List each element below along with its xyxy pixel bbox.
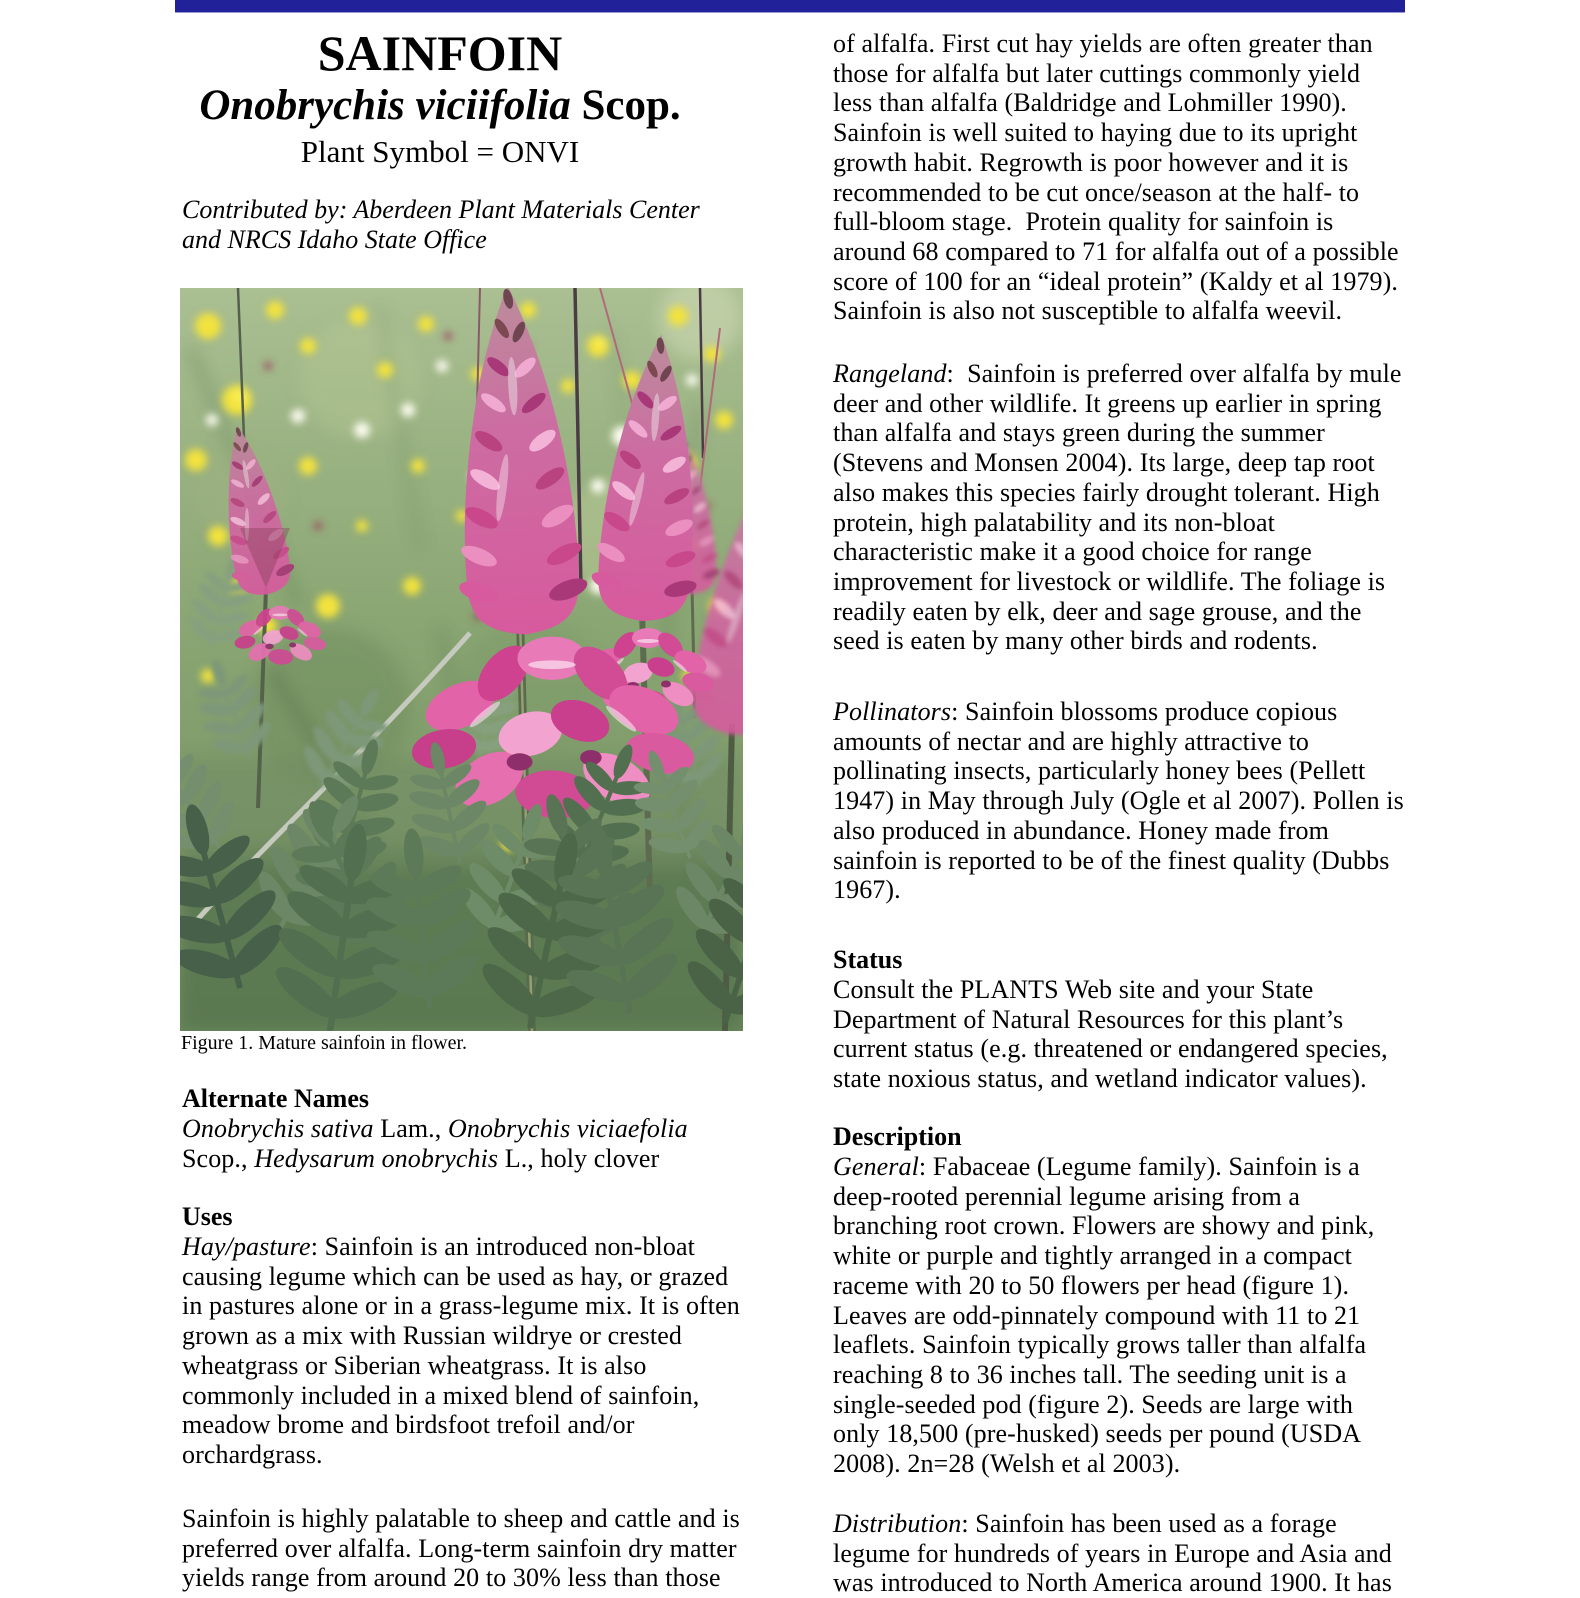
- pollinators-lead: Pollinators: [833, 697, 952, 726]
- rangeland-lead: Rangeland: [833, 359, 947, 388]
- alt-name-3-authority: L., holy clover: [498, 1143, 660, 1173]
- figure1-photo: [180, 288, 743, 1031]
- alt-name-3: Hedysarum onobrychis: [254, 1143, 499, 1173]
- description-general-paragraph: [833, 1152, 1405, 1479]
- uses-heading: Uses: [182, 1202, 233, 1231]
- status-paragraph: Consult the PLANTS Web site and your State Department of Natural Resources for this plant’s current status (e.g. threatened or endangered species, state noxious status, and wetland indicator values).: [833, 975, 1388, 1094]
- rangeland-body: : Sainfoin is preferred over alfalfa by mule deer and other wildlife. It greens up earlier in spring than alfalfa and stays green during the summer (Stevens and Monsen 2004). Its large, deep tap root also makes this species fairly drought tolerant. High protein, high palatability and its non-bloat characteristic make it a good choice for range improvement for livestock or wildlife. The foliage is readily eaten by elk, deer and sage grouse, and the seed is eaten by many other birds and rodents.: [833, 359, 1402, 656]
- distribution-lead: Distribution: [833, 1509, 962, 1538]
- alt-name-1: Onobrychis sativa: [182, 1114, 374, 1143]
- general-body: : Fabaceae (Legume family). Sainfoin is a deep-rooted perennial legume arising from a branching root crown. Flowers are showy and pink, white or purple and tightly arranged in a compact raceme with 20 to 50 flowers per head (figure 1). Leaves are odd-pinnately compound with 11 to 21 leaflets. Sainfoin typically grows taller than alfalfa reaching 8 to 36 inches tall. The seeding unit is a single-seeded pod (figure 2). Seeds are large with only 18,500 (pre-husked) seeds per pound (USDA 2008). 2n=28 (Welsh et al 2003).: [833, 1152, 1375, 1479]
- alternate-names-heading: Alternate Names: [182, 1084, 369, 1113]
- alt-name-2: Onobrychis viciaefolia: [447, 1114, 688, 1143]
- contributed-by: Contributed by: Aberdeen Plant Materials Center and NRCS Idaho State Office: [182, 195, 700, 254]
- uses-hay-pasture-paragraph: [182, 1232, 754, 1470]
- alternate-names-list: [182, 1114, 754, 1173]
- distribution-body: : Sainfoin has been used as a forage legume for hundreds of years in Europe and Asia and was introduced to North America around 1900. It has: [833, 1509, 1392, 1598]
- general-lead: General: [833, 1152, 919, 1181]
- page-title: SAINFOIN: [317, 25, 563, 81]
- uses-palatability-paragraph: Sainfoin is highly palatable to sheep and cattle and is preferred over alfalfa. Long-term sainfoin dry matter yields range from around 20 to 30% less than those: [182, 1504, 740, 1593]
- description-heading: Description: [833, 1122, 962, 1151]
- distribution-paragraph: [833, 1509, 1405, 1598]
- masthead-bar: [175, 0, 1405, 13]
- figure1-caption: Figure 1. Mature sainfoin in flower.: [181, 1032, 468, 1054]
- hay-pasture-body: : Sainfoin is an introduced non-bloat causing legume which can be used as hay, or grazed in pastures alone or in a grass-legume mix. It is often grown as a mix with Russian wildrye or crested wheatgrass or Siberian wheatgrass. It is also commonly included in a mixed blend of sainfoin, meadow brome and birdsfoot trefoil and/or orchardgrass.: [182, 1232, 740, 1469]
- status-heading: Status: [833, 945, 903, 974]
- hay-continuation-paragraph: of alfalfa. First cut hay yields are often greater than those for alfalfa but later cuttings commonly yield less than alfalfa (Baldridge and Lohmiller 1990). Sainfoin is well suited to haying due to its upright growth habit. Regrowth is poor however and it is recommended to be cut once/season at the half- to full-bloom stage. Protein quality for sainfoin is around 68 compared to 71 for alfalfa out of a possible score of 100 for an “ideal protein” (Kaldy et al 1979). Sainfoin is also not susceptible to alfalfa weevil.: [833, 29, 1399, 326]
- species-title: [180, 80, 700, 132]
- sainfoin-meadow-illustration: [180, 288, 743, 1031]
- alt-name-2-authority: Scop.,: [182, 1143, 255, 1173]
- rangeland-paragraph: [833, 359, 1405, 656]
- alt-name-1-authority: Lam.,: [373, 1114, 448, 1143]
- hay-pasture-lead: Hay/pasture: [182, 1232, 311, 1261]
- species-name: Onobrychis viciifolia: [199, 82, 571, 129]
- pollinators-paragraph: [833, 697, 1405, 905]
- plant-symbol: Plant Symbol = ONVI: [300, 134, 580, 169]
- species-authority: Scop.: [570, 82, 681, 129]
- pollinators-body: : Sainfoin blossoms produce copious amounts of nectar and are highly attractive to pollinating insects, particularly honey bees (Pellett 1947) in May through July (Ogle et al 2007). Pollen is also produced in abundance. Honey made from sainfoin is reported to be of the finest quality (Dubbs 1967).: [833, 697, 1404, 905]
